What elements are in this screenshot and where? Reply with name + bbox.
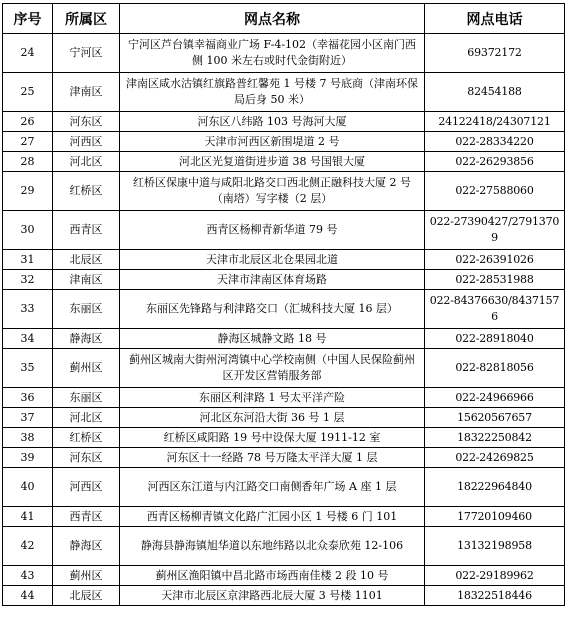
row-number: 35 [3,349,53,388]
table-row [3,586,565,606]
row-branch-phone: 022-27588060 [425,172,565,211]
row-number: 42 [3,527,53,566]
row-number: 27 [3,132,53,152]
row-branch-name: 红桥区保康中道与咸阳北路交口西北侧正融科技大厦 2 号（南塔）写字楼（2 层） [120,172,425,211]
header-number: 序号 [3,4,53,34]
row-branch-name: 蓟州区渔阳镇中昌北路市场西南佳楼 2 段 10 号 [120,566,425,586]
table-row [3,408,565,428]
row-branch-phone: 022-24966966 [425,388,565,408]
row-district: 西青区 [53,507,120,527]
row-district: 津南区 [53,73,120,112]
row-branch-name: 河西区东江道与内江路交口南侧香年广场 A 座 1 层 [120,468,425,507]
table-row [3,349,565,388]
row-branch-name: 天津市河西区新围堤道 2 号 [120,132,425,152]
row-branch-name: 东丽区利津路 1 号太平洋产险 [120,388,425,408]
table-row [3,34,565,73]
row-branch-phone: 022-82818056 [425,349,565,388]
row-branch-name: 天津市北辰区北仓果园北道 [120,250,425,270]
row-district: 河西区 [53,132,120,152]
branch-table [2,3,565,606]
row-district: 西青区 [53,211,120,250]
row-number: 37 [3,408,53,428]
row-district: 静海区 [53,329,120,349]
row-number: 28 [3,152,53,172]
table-row [3,507,565,527]
row-number: 29 [3,172,53,211]
row-district: 河东区 [53,112,120,132]
table-row [3,270,565,290]
table-row [3,329,565,349]
table-row [3,290,565,329]
table-row [3,132,565,152]
row-branch-phone: 13132198958 [425,527,565,566]
row-branch-name: 红桥区咸阳路 19 号中设保大厦 1911-12 室 [120,428,425,448]
row-branch-name: 西青区杨柳青新华道 79 号 [120,211,425,250]
row-number: 34 [3,329,53,349]
header-branch-name: 网点名称 [120,4,425,34]
row-branch-phone: 022-27390427/27913709 [425,211,565,250]
row-branch-name: 蓟州区城南大街州河湾镇中心学校南侧（中国人民保险蓟州区开发区营销服务部 [120,349,425,388]
row-branch-phone: 022-24269825 [425,448,565,468]
row-number: 44 [3,586,53,606]
table-row [3,527,565,566]
row-branch-phone: 022-26391026 [425,250,565,270]
row-district: 津南区 [53,270,120,290]
row-district: 红桥区 [53,428,120,448]
row-number: 41 [3,507,53,527]
table-header-row [3,4,565,34]
row-branch-name: 东丽区先锋路与利津路交口（汇城科技大厦 16 层） [120,290,425,329]
row-district: 蓟州区 [53,566,120,586]
row-district: 河东区 [53,448,120,468]
row-district: 蓟州区 [53,349,120,388]
row-district: 北辰区 [53,586,120,606]
row-number: 36 [3,388,53,408]
row-number: 40 [3,468,53,507]
row-branch-name: 宁河区芦台镇幸福商业广场 F-4-102（幸福花园小区南门西侧 100 米左右或时代金街附近） [120,34,425,73]
row-district: 东丽区 [53,290,120,329]
row-branch-phone: 022-84376630/84371576 [425,290,565,329]
row-branch-name: 西青区杨柳青镇文化路广汇园小区 1 号楼 6 门 101 [120,507,425,527]
row-district: 宁河区 [53,34,120,73]
table-row [3,211,565,250]
row-number: 38 [3,428,53,448]
row-branch-name: 天津市北辰区京津路西北辰大厦 3 号楼 1101 [120,586,425,606]
header-district: 所属区 [53,4,120,34]
row-branch-phone: 82454188 [425,73,565,112]
row-branch-name: 天津市津南区体育场路 [120,270,425,290]
row-branch-phone: 15620567657 [425,408,565,428]
table-row [3,172,565,211]
row-branch-phone: 022-26293856 [425,152,565,172]
header-branch-phone: 网点电话 [425,4,565,34]
row-district: 红桥区 [53,172,120,211]
row-branch-name: 河北区东河沿大街 36 号 1 层 [120,408,425,428]
table-row [3,566,565,586]
row-district: 静海区 [53,527,120,566]
table-row [3,73,565,112]
row-branch-phone: 022-28531988 [425,270,565,290]
row-branch-name: 静海县静海镇旭华道以东地纬路以北众泰欣苑 12-106 [120,527,425,566]
row-branch-name: 河北区光复道街进步道 38 号国银大厦 [120,152,425,172]
row-district: 北辰区 [53,250,120,270]
row-number: 25 [3,73,53,112]
row-number: 43 [3,566,53,586]
table-body [3,34,565,606]
row-branch-phone: 18322250842 [425,428,565,448]
row-number: 33 [3,290,53,329]
row-branch-phone: 022-28918040 [425,329,565,349]
row-branch-phone: 69372172 [425,34,565,73]
row-district: 东丽区 [53,388,120,408]
table-row [3,428,565,448]
row-number: 31 [3,250,53,270]
table-row [3,468,565,507]
row-number: 30 [3,211,53,250]
table-row [3,152,565,172]
row-branch-name: 静海区城静文路 18 号 [120,329,425,349]
row-branch-phone: 18322518446 [425,586,565,606]
row-branch-name: 津南区咸水沽镇红旗路普红馨苑 1 号楼 7 号底商（津南环保局后身 50 米） [120,73,425,112]
row-number: 39 [3,448,53,468]
row-district: 河西区 [53,468,120,507]
row-branch-phone: 17720109460 [425,507,565,527]
table-row [3,448,565,468]
row-number: 32 [3,270,53,290]
row-branch-phone: 18222964840 [425,468,565,507]
row-branch-name: 河东区十一经路 78 号万隆太平洋大厦 1 层 [120,448,425,468]
row-branch-phone: 022-28334220 [425,132,565,152]
row-district: 河北区 [53,408,120,428]
row-number: 26 [3,112,53,132]
table-row [3,388,565,408]
row-branch-phone: 24122418/24307121 [425,112,565,132]
row-district: 河北区 [53,152,120,172]
row-branch-name: 河东区八纬路 103 号海河大厦 [120,112,425,132]
table-row [3,250,565,270]
row-branch-phone: 022-29189962 [425,566,565,586]
table-row [3,112,565,132]
row-number: 24 [3,34,53,73]
